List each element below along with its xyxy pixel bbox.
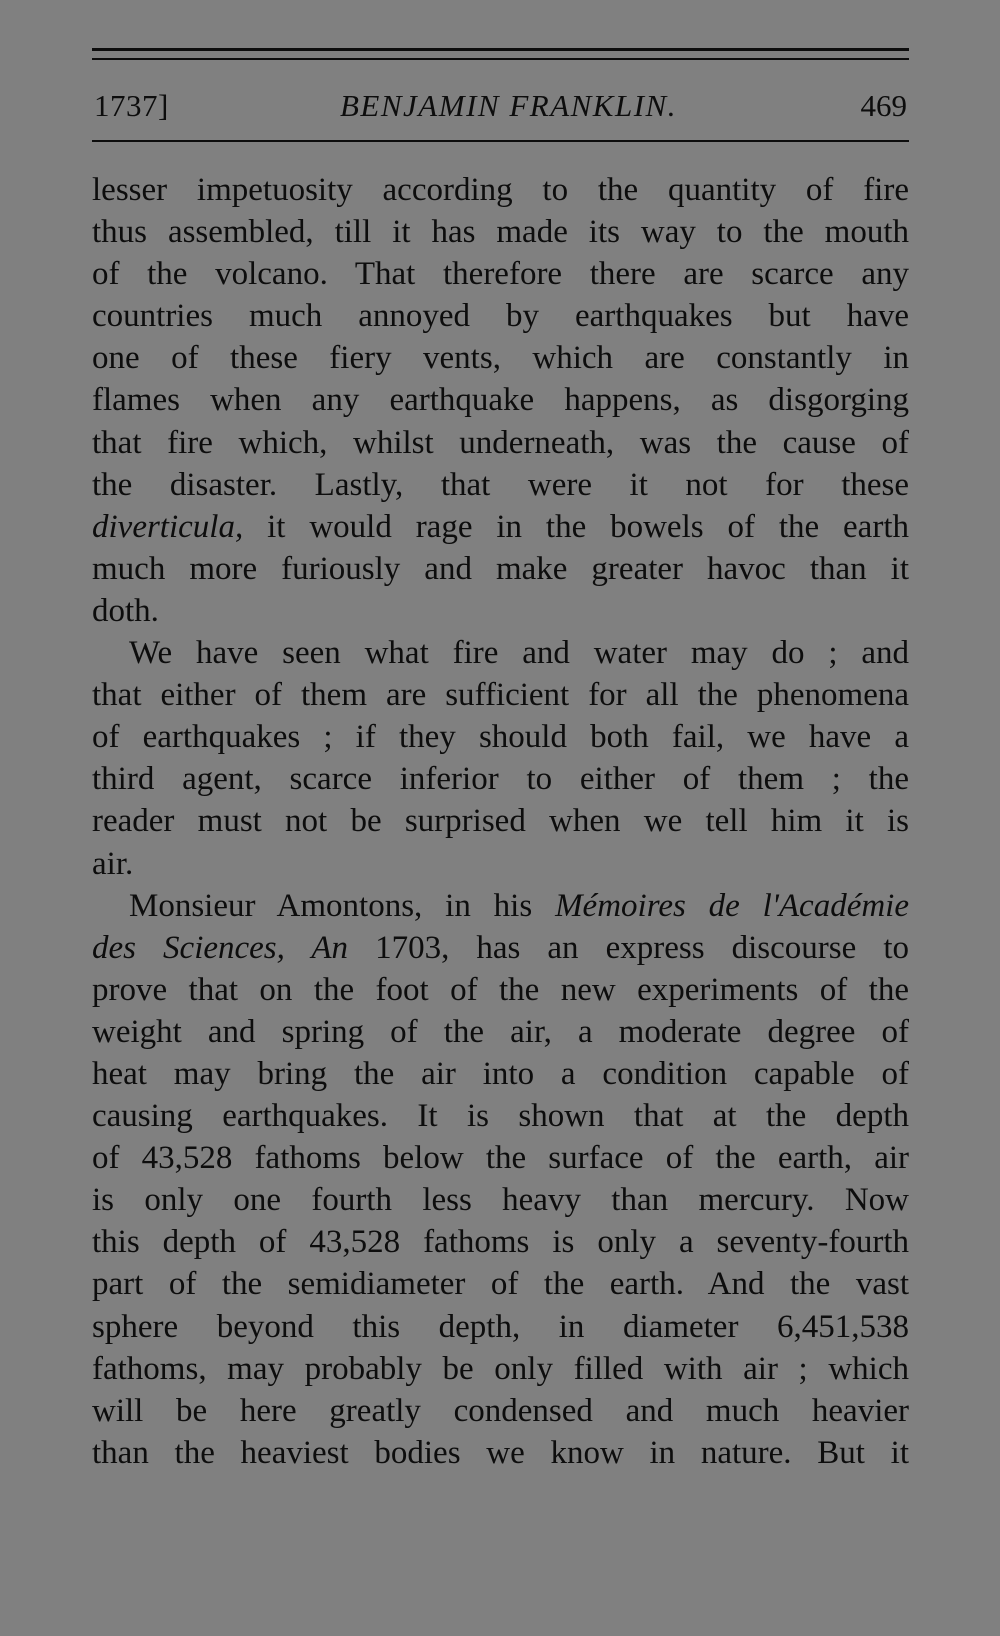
text-line: weight and spring of the air, a moderate degree of — [92, 1013, 909, 1050]
text-run: it would rage in the bowels of the earth — [243, 508, 909, 545]
text-line: heat may bring the air into a condition capable of — [92, 1055, 909, 1092]
text-line: lesser impetuosity according to the quantity of fire — [92, 172, 909, 208]
text-line: part of the semidiameter of the earth. And the vast — [92, 1266, 909, 1303]
text-line: the disaster. Lastly, that were it not for these — [92, 466, 909, 503]
text-line: much more furiously and make greater havoc than it — [92, 550, 909, 587]
text-line: one of these fiery vents, which are constantly in — [92, 340, 909, 377]
body-text — [92, 169, 909, 1474]
header-rule — [92, 140, 909, 142]
text-line: reader must not be surprised when we tell him it is — [92, 803, 909, 840]
text-line: that fire which, whilst underneath, was the cause of — [92, 424, 909, 461]
text-line: thus assembled, till it has made its way to the mouth — [92, 214, 909, 251]
text-run: Monsieur Amontons, in his — [129, 887, 556, 924]
text-line: is only one fourth less heavy than mercury. Now — [92, 1182, 909, 1219]
paragraph-start-line: We have seen what fire and water may do ; and — [129, 635, 909, 672]
paragraph-end-line: doth. — [92, 592, 159, 629]
text-line: causing earthquakes. It is shown that at the depth — [92, 1098, 909, 1135]
text-run: 1703, has an express discourse to — [348, 929, 909, 966]
text-line: this depth of 43,528 fathoms is only a seventy-fourth — [92, 1224, 909, 1261]
text-line: prove that on the foot of the new experiments of the — [92, 971, 909, 1008]
header-year: 1737] — [94, 88, 169, 123]
italic-title: Mémoires de l'Académie — [555, 887, 909, 924]
running-header — [92, 80, 909, 130]
italic-term: diverticula, — [92, 508, 244, 545]
text-line: fathoms, may probably be only filled with air ; which — [92, 1350, 909, 1387]
paragraph-start-line — [92, 885, 909, 927]
text-line: than the heaviest bodies we know in nature. But it — [92, 1434, 909, 1471]
top-rule-thick — [92, 48, 909, 51]
text-line — [92, 506, 909, 548]
text-line: of 43,528 fathoms below the surface of the earth, air — [92, 1140, 909, 1177]
text-line: that either of them are sufficient for all the phenomena — [92, 677, 909, 714]
text-line — [92, 927, 909, 969]
italic-title: des Sciences, An — [92, 929, 349, 966]
text-line: third agent, scarce inferior to either of them ; the — [92, 761, 909, 798]
page-number: 469 — [860, 88, 907, 123]
text-line: sphere beyond this depth, in diameter 6,451,538 — [92, 1308, 909, 1345]
text-line: of earthquakes ; if they should both fail, we have a — [92, 719, 909, 756]
text-line: countries much annoyed by earthquakes but have — [92, 298, 909, 335]
text-line: will be here greatly condensed and much heavier — [92, 1392, 909, 1429]
top-rule-thin — [92, 58, 909, 60]
paragraph-end-line: air. — [92, 845, 134, 882]
text-line: flames when any earthquake happens, as disgorging — [92, 382, 909, 419]
text-line: of the volcano. That therefore there are scarce any — [92, 256, 909, 293]
header-title: BENJAMIN FRANKLIN. — [340, 88, 677, 123]
